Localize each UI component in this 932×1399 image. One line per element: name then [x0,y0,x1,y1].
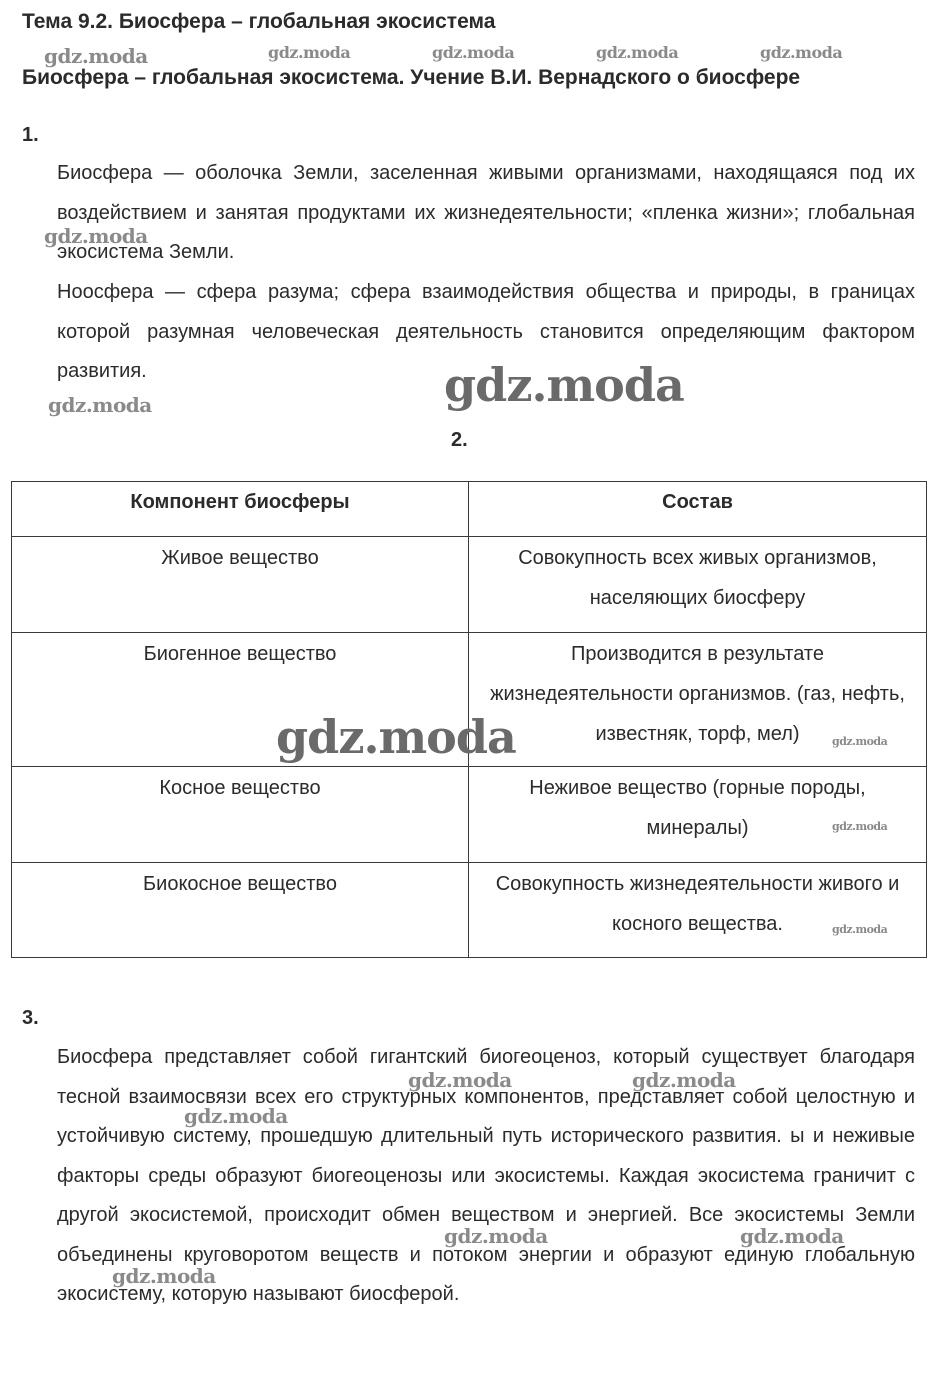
table-cell-composition: Совокупность всех живых организмов, населяющих биосферу [469,537,927,633]
lesson-subtitle: Биосфера – глобальная экосистема. Учение В.И. Вернадского о биосфере [22,66,801,89]
watermark-logo: gdz.moda [832,735,888,748]
watermark-logo: gdz.moda [48,393,152,417]
biosphere-definition: Биосфера — оболочка Земли, заселенная живыми организмами, находящаяся под их воздействием и занятая продуктами их жизнедеятельности; «пленка жизни»; глобальная экосистема Земли. [57,162,915,263]
watermark-logo: gdz.moda [112,1264,216,1288]
watermark-logo: gdz.moda [596,43,679,62]
table-row [12,537,927,633]
table-cell-component: Косное вещество [12,767,469,863]
watermark-logo: gdz.moda [268,43,351,62]
watermark-logo: gdz.moda [432,43,515,62]
table-row [12,863,927,958]
watermark-logo: gdz.moda [44,44,148,68]
watermark-logo: gdz.moda [832,923,888,936]
watermark-logo: gdz.moda [408,1068,512,1092]
table-cell-composition: Совокупность жизнедеятельности живого и косного вещества. [469,863,927,958]
watermark-logo: gdz.moda [44,224,148,248]
watermark-logo: gdz.moda [832,820,888,833]
table-cell-component: Живое вещество [12,537,469,633]
section-2-number: 2. [451,429,468,451]
watermark-logo: gdz.moda [184,1104,288,1128]
noosphere-definition: Ноосфера — сфера разума; сфера взаимодействия общества и природы, в границах которой разумная человеческая деятельность становится определяющим фактором развития. [57,281,915,382]
table-row [12,767,927,863]
watermark-logo: gdz.moda [444,1224,548,1248]
watermark-logo: gdz.moda [740,1224,844,1248]
section-1-number: 1. [22,124,39,146]
table-cell-component: Биогенное вещество [12,633,469,767]
table-cell-component: Биокосное вещество [12,863,469,958]
watermark-logo: gdz.moda [444,358,684,412]
table-header-row [12,482,927,537]
table-header-component: Компонент биосферы [12,482,469,537]
watermark-logo: gdz.moda [632,1068,736,1092]
watermark-logo: gdz.moda [276,710,516,764]
table-header-composition: Состав [469,482,927,537]
biosphere-description: Биосфера представляет собой гигантский биогеоценоз, который существует благодаря тесной взаимосвязи всех его структурных компонентов, представляет собой целостную и устойчивую систему, прошедшую длительный путь исторического развития. ы и неживые факторы среды образуют биогеоценозы или экосистемы. Каждая экосистема граничит с другой экосистемой, происходит обмен веществом и энергией. Все экосистемы Земли объединены круговоротом веществ и потоком энергии и образуют единую глобальную экосистему, которую называют биосферой. [57,1046,915,1305]
table-cell-composition: Неживое вещество (горные породы, минералы) [469,767,927,863]
watermark-logo: gdz.moda [760,43,843,62]
table-cell-composition: Производится в результате жизнедеятельности организмов. (газ, нефть, известняк, торф, мел) [469,633,927,767]
topic-title: Тема 9.2. Биосфера – глобальная экосистема [22,10,496,33]
section-3-number: 3. [22,1007,39,1029]
